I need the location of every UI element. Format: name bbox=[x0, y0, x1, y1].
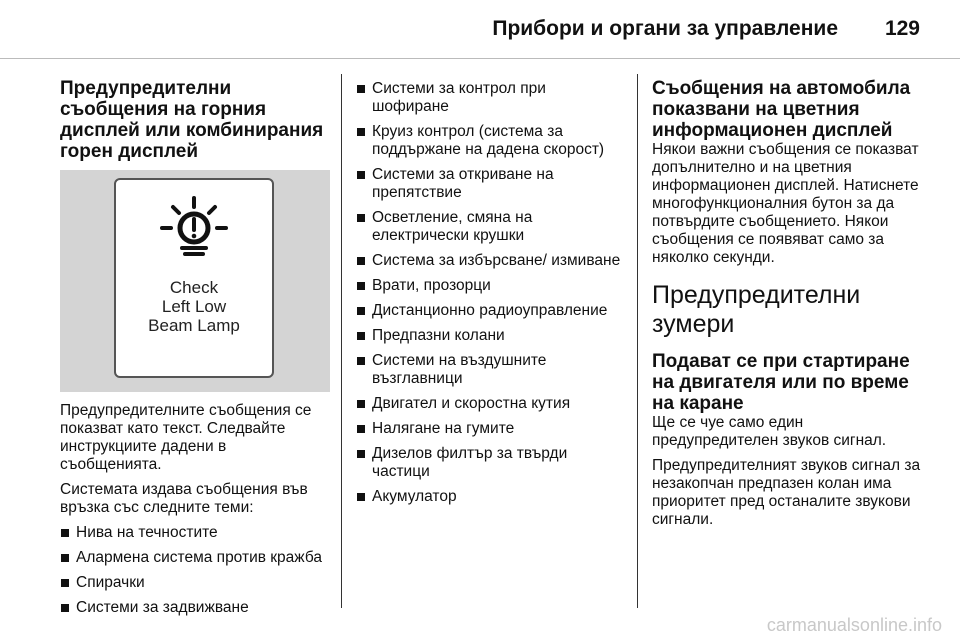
list-item: Системи за контрол при шофиране bbox=[356, 80, 626, 116]
topic-list-continued bbox=[356, 80, 626, 506]
paragraph: Предупредителният звуков сигнал за незакопчан предпазен колан има приоритет пред останалите звукови сигнали. bbox=[652, 457, 921, 528]
list-item: Дизелов филтър за твърди частици bbox=[356, 445, 626, 481]
list-item: Системи на въздушните възглавници bbox=[356, 352, 626, 388]
list-item: Система за избърсване/ измиване bbox=[356, 252, 626, 270]
section-heading-warning-chimes: Предупредителни зумери bbox=[652, 281, 861, 338]
list-item: Налягане на гумите bbox=[356, 420, 626, 438]
column-1 bbox=[60, 78, 330, 624]
column-2 bbox=[356, 80, 626, 513]
list-item: Дистанционно радиоуправление bbox=[356, 302, 626, 320]
list-item: Двигател и скоростна кутия bbox=[356, 395, 626, 413]
display-message-line-3: Beam Lamp bbox=[148, 316, 240, 335]
list-item: Системи за задвижване bbox=[60, 599, 330, 617]
running-title: Прибори и органи за управление bbox=[492, 17, 838, 40]
list-item: Круиз контрол (система за поддържане на дадена скорост) bbox=[356, 123, 626, 159]
list-item: Врати, прозорци bbox=[356, 277, 626, 295]
column-divider-1 bbox=[341, 74, 342, 608]
paragraph: Някои важни съобщения се показват допълнително и на цветния информационен дисплей. Натиснете многофункционалния бутон за да потвърдите съобщението. Някои съобщения се появяват само за няколко секунди. bbox=[652, 141, 919, 266]
page-header bbox=[0, 0, 960, 58]
list-item: Осветление, смяна на електрически крушки bbox=[356, 209, 626, 245]
paragraph: Ще се чуе само един предупредителен звуков сигнал. bbox=[652, 414, 887, 449]
section-heading-warning-messages: Предупредителни съобщения на горния дисплей или комбинирания горен дисплей bbox=[60, 78, 324, 162]
display-message-line-1: Check bbox=[169, 278, 219, 297]
list-item: Алармена система против кражба bbox=[60, 549, 330, 567]
topic-list bbox=[60, 524, 330, 617]
display-message-line-2: Left Low bbox=[161, 297, 227, 316]
list-item: Нива на течностите bbox=[60, 524, 330, 542]
paragraph: Системата издава съобщения във връзка със следните теми: bbox=[60, 481, 308, 516]
list-item: Предпазни колани bbox=[356, 327, 626, 345]
page-number: 129 bbox=[884, 17, 920, 40]
list-item: Системи за откриване на препятствие bbox=[356, 166, 626, 202]
watermark: carmanualsonline.info bbox=[766, 615, 942, 635]
display-message bbox=[116, 278, 272, 335]
column-3 bbox=[652, 78, 927, 536]
display-figure bbox=[60, 170, 330, 392]
driver-info-display bbox=[114, 178, 274, 378]
column-divider-2 bbox=[637, 74, 638, 608]
header-rule bbox=[0, 58, 960, 59]
paragraph: Предупредителните съобщения се показват като текст. Следвайте инструкциите дадени в съобщенията. bbox=[60, 402, 312, 473]
list-item: Акумулатор bbox=[356, 488, 626, 506]
light-bulb-warning-icon bbox=[154, 194, 234, 258]
list-item: Спирачки bbox=[60, 574, 330, 592]
subheading-chime-conditions: Подават се при стартиране на двигателя или по време на каране bbox=[652, 351, 910, 414]
section-heading-vehicle-messages: Съобщения на автомобила показвани на цветния информационен дисплей bbox=[652, 78, 911, 141]
